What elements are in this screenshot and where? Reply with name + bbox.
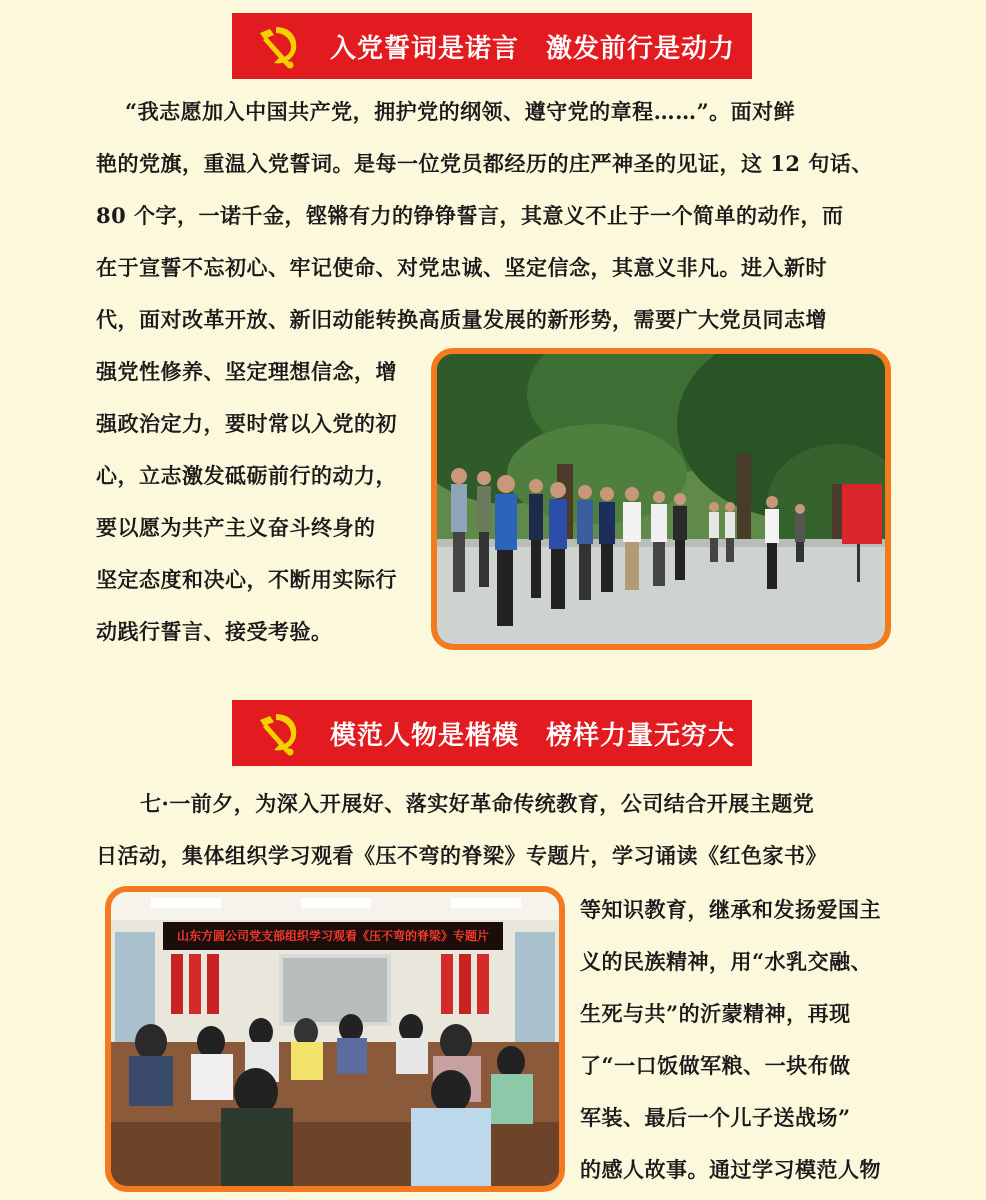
paragraph-line: 艳的党旗，重温入党誓词。是每一位党员都经历的庄严神圣的见证，这 12 句话、 [96,151,873,176]
oath-photo-illustration [437,354,885,644]
paragraph-line: 坚定态度和决心，不断用实际行 [96,567,397,592]
paragraph-line: 80 个字，一诺千金，铿锵有力的铮铮誓言，其意义不止于一个简单的动作，而 [96,203,844,228]
paragraph-line: 军装、最后一个儿子送战场” [580,1105,851,1130]
paragraph-line: 要以愿为共产主义奋斗终身的 [96,515,376,540]
paragraph-line: 动践行誓言、接受考验。 [96,619,333,644]
paragraph-line: “我志愿加入中国共产党，拥护党的纲领、遵守党的章程……”。面对鲜 [125,99,796,124]
paragraph-line: 代，面对改革开放、新旧动能转换高质量发展的新形势，需要广大党员同志增 [96,307,827,332]
section-banner-oath [232,13,752,79]
paragraph-line: 心，立志激发砥砺前行的动力， [96,463,397,488]
section-banner-role-models [232,700,752,766]
paragraph-line: 的感人故事。通过学习模范人物 [580,1157,881,1182]
paragraph-line: 强党性修养、坚定理想信念，增 [96,359,397,384]
paragraph-line: 生死与共”的沂蒙精神，再现 [580,1001,851,1026]
paragraph-line: 强政治定力，要时常以入党的初 [96,411,397,436]
oath-ceremony-photo [431,348,891,650]
hammer-sickle-icon [246,708,306,758]
paragraph-line: 义的民族精神，用“水乳交融、 [580,949,873,974]
led-banner-text: 山东方圆公司党支部组织学习观看《压不弯的脊梁》专题片 [176,929,489,943]
section-title: 入党誓词是诺言 激发前行是动力 [330,33,736,64]
paragraph-line: 等知识教育，继承和发扬爱国主 [580,897,881,922]
paragraph-line: 七·一前夕，为深入开展好、落实好革命传统教育，公司结合开展主题党 [140,791,815,816]
hammer-sickle-icon [246,21,306,71]
paragraph-line: 了“一口饭做军粮、一块布做 [580,1053,851,1078]
paragraph-line: 日活动，集体组织学习观看《压不弯的脊梁》专题片，学习诵读《红色家书》 [96,843,827,868]
study-session-photo [105,886,565,1192]
paragraph-line: 在于宣誓不忘初心、牢记使命、对党忠诚、坚定信念，其意义非凡。进入新时 [96,255,827,280]
section-title: 模范人物是楷模 榜样力量无穷大 [330,720,736,751]
